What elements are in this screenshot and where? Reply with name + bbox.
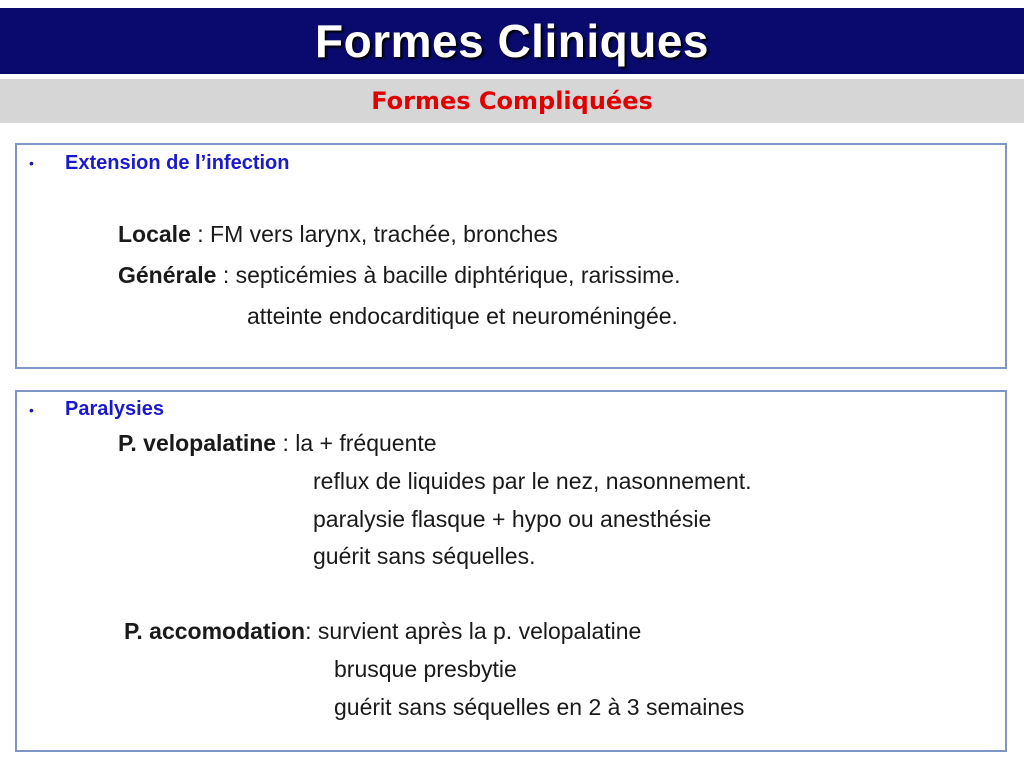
- extension-section: [15, 143, 1007, 369]
- bullet-icon: •: [29, 155, 34, 171]
- generale-line-2: atteinte endocarditique et neuroméningée.: [247, 303, 678, 329]
- accomodation-detail: brusque presbytie: [334, 656, 517, 682]
- locale-line: [118, 221, 558, 248]
- velopalatine-detail: paralysie flasque + hypo ou anesthésie: [313, 506, 712, 532]
- generale-label: Générale: [118, 262, 217, 288]
- velopalatine-line: [118, 430, 437, 457]
- locale-text: : FM vers larynx, trachée, bronches: [190, 221, 558, 247]
- bullet-icon: •: [29, 402, 34, 418]
- section-heading-extension: Extension de l’infection: [65, 152, 290, 174]
- generale-line: [118, 262, 681, 289]
- accomodation-label: P. accomodation: [124, 618, 306, 644]
- velopalatine-text: : la + fréquente: [276, 430, 437, 456]
- locale-label: Locale: [118, 221, 191, 247]
- title-bar: [0, 8, 1024, 74]
- slide-title: Formes Cliniques: [315, 15, 709, 67]
- accomodation-detail: guérit sans séquelles en 2 à 3 semaines: [334, 694, 745, 720]
- velopalatine-detail: guérit sans séquelles.: [313, 543, 536, 569]
- paralysies-section: [15, 390, 1007, 752]
- section-heading-paralysies: Paralysies: [65, 398, 164, 420]
- subtitle-bar: [0, 79, 1024, 123]
- velopalatine-label: P. velopalatine: [118, 430, 277, 456]
- generale-text: : septicémies à bacille diphtérique, rarissime.: [216, 262, 681, 288]
- accomodation-text: : survient après la p. velopalatine: [305, 618, 642, 644]
- velopalatine-detail: reflux de liquides par le nez, nasonnement.: [313, 468, 752, 494]
- accomodation-line: [124, 618, 641, 645]
- slide-subtitle: Formes Compliquées: [371, 87, 653, 115]
